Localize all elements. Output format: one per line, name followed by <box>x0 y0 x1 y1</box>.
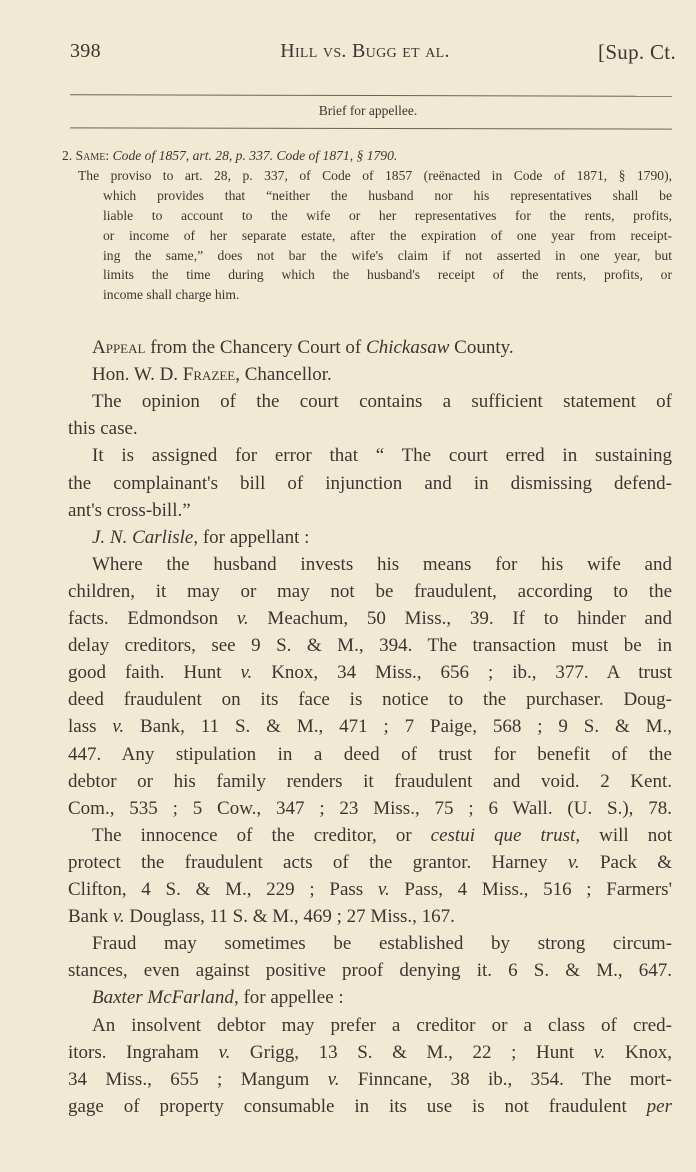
text-run: , for appellant : <box>193 526 310 548</box>
italic-text: v. <box>218 1041 231 1063</box>
text-run: Meachum, 50 Miss., 39. If to hinder and <box>248 608 672 629</box>
text-run: gage of property consumable in its use is not fraudulent <box>68 1095 647 1117</box>
headnote-line <box>62 148 672 164</box>
body-line <box>92 987 672 1009</box>
italic-text: v. <box>112 906 125 928</box>
text-run: Clifton, 4 S. & M., 229 ; Pass <box>68 879 378 900</box>
headnote-line <box>103 267 672 283</box>
text-run: ing the same,” does not bar the wife's claim if not asserted in one year, but <box>103 247 672 263</box>
text-run: Where the husband invests his means for his wife and <box>92 553 672 575</box>
body-line <box>92 554 672 576</box>
text-run: The innocence of the creditor, or <box>92 824 431 846</box>
headnote-line <box>103 248 672 264</box>
text-run: which provides that “neither the husband nor his representatives shall be <box>103 187 672 203</box>
text-run: protect the fraudulent acts of the grantor. Harney <box>68 851 568 873</box>
headnote-line <box>103 287 672 303</box>
italic-text: Baxter McFarland <box>92 987 234 1009</box>
body-line <box>68 852 672 874</box>
body-line <box>68 500 672 522</box>
text-run: Knox, 34 Miss., 656 ; ib., 377. A trust <box>252 662 672 684</box>
body-line <box>68 906 672 928</box>
text-run: Com., 535 ; 5 Cow., 347 ; 23 Miss., 75 ; 6 Wall. (U. S.), 78. <box>68 797 672 819</box>
body-line <box>92 445 672 467</box>
text-run: : <box>105 148 113 163</box>
italic-text: per <box>646 1095 672 1117</box>
text-run: Grigg, 13 S. & M., 22 ; Hunt <box>230 1041 594 1063</box>
text-run: delay creditors, see 9 S. & M., 394. The transaction must be in <box>68 635 672 657</box>
body-line <box>68 581 672 603</box>
text-run: The proviso to art. 28, p. 337, of Code of 1857 (reënacted in Code of 1871, § 1790), <box>78 167 672 183</box>
body-line <box>68 473 672 495</box>
text-run: deed fraudulent on its face is notice to the purchaser. Doug- <box>68 689 672 711</box>
text-run: , will not <box>575 824 672 846</box>
text-run: limits the time during which the husband's receipt of the rents, profits, or <box>103 267 672 283</box>
italic-text: v. <box>327 1068 340 1090</box>
headnote-line <box>103 188 672 204</box>
text-run: the complainant's bill of injunction and in dismissing defend- <box>68 472 672 494</box>
court-label: [Sup. Ct. <box>598 40 676 64</box>
body-line <box>92 527 672 549</box>
small-caps-text: Frazee <box>182 364 236 386</box>
text-run: stances, even against positive proof denying it. 6 S. & M., 647. <box>68 960 672 982</box>
text-run: , for appellee : <box>233 987 344 1009</box>
body-line <box>68 635 672 657</box>
italic-text: J. N. Carlisle <box>92 526 194 548</box>
body-line <box>92 933 672 955</box>
text-run: The opinion of the court contains a sufficient statement of <box>92 391 672 413</box>
small-caps-text: Appeal <box>92 337 146 358</box>
italic-text: v. <box>236 608 249 629</box>
italic-text: Code of 1857, art. 28, p. 337. Code of 1871, § 1790. <box>112 148 398 163</box>
body-line <box>68 798 672 820</box>
headnote-line <box>103 228 672 244</box>
body-line <box>68 662 672 684</box>
small-caps-text: Same <box>75 148 106 163</box>
body-line <box>68 608 672 630</box>
text-run: Bank <box>68 906 113 928</box>
text-run: 2. <box>62 148 76 163</box>
italic-text: v. <box>593 1041 606 1063</box>
body-line <box>68 960 672 982</box>
body-line <box>68 716 672 738</box>
body-line <box>68 771 672 793</box>
body-line <box>92 825 672 847</box>
text-run: income shall charge him. <box>103 287 240 303</box>
body-line <box>68 1042 672 1064</box>
body-line <box>92 364 672 386</box>
text-run: Fraud may sometimes be established by strong circum- <box>92 933 672 955</box>
body-line <box>68 879 672 901</box>
italic-text: Chickasaw <box>366 337 450 358</box>
text-run: Finncane, 38 ib., 354. The mort- <box>339 1068 672 1090</box>
text-run: lass <box>68 716 113 738</box>
body-line <box>92 391 672 413</box>
italic-text: cestui que trust <box>430 824 576 846</box>
text-run: Pack & <box>579 851 672 873</box>
header-rule <box>70 94 672 97</box>
italic-text: v. <box>112 716 125 738</box>
text-run: ant's cross-bill.” <box>68 499 191 521</box>
body-line <box>68 744 672 766</box>
subheader-rule <box>70 127 672 129</box>
italic-text: v. <box>377 879 390 900</box>
body-line <box>68 418 672 440</box>
page-number: 398 <box>70 40 101 62</box>
body-line <box>68 689 672 711</box>
italic-text: v. <box>567 851 580 873</box>
text-run: this case. <box>68 418 138 440</box>
headnote-line <box>78 168 672 184</box>
text-run: 34 Miss., 655 ; Mangum <box>68 1068 328 1090</box>
text-run: liable to account to the wife or her representatives for the rents, profits, <box>103 207 672 223</box>
text-run: It is assigned for error that “ The court erred in sustaining <box>92 445 672 467</box>
section-subheader: Brief for appellee. <box>318 103 418 118</box>
body-line <box>92 1015 672 1037</box>
text-run: Bank, 11 S. & M., 471 ; 7 Paige, 568 ; 9 S. & M., <box>124 716 673 738</box>
text-run: Knox, <box>605 1041 672 1063</box>
text-run: , Chancellor. <box>235 364 332 386</box>
body-line <box>68 1069 672 1091</box>
text-run: facts. Edmondson <box>68 608 237 629</box>
text-run: or income of her separate estate, after the expiration of one year from receipt- <box>103 227 672 243</box>
text-run: children, it may or may not be fraudulent, according to the <box>68 580 672 602</box>
text-run: An insolvent debtor may prefer a creditor or a class of cred- <box>92 1014 672 1036</box>
italic-text: v. <box>240 662 253 684</box>
text-run: Douglass, 11 S. & M., 469 ; 27 Miss., 167. <box>124 906 455 928</box>
text-run: good faith. Hunt <box>68 662 241 684</box>
text-run: County. <box>449 337 514 358</box>
body-line <box>92 337 672 359</box>
text-run: Hon. W. D. <box>92 364 183 386</box>
body-line <box>68 1096 672 1118</box>
running-title: Hill vs. Bugg et al. <box>280 40 450 62</box>
text-run: 447. Any stipulation in a deed of trust for benefit of the <box>68 743 672 765</box>
text-run: debtor or his family renders it fraudulent and void. 2 Kent. <box>68 770 672 792</box>
text-run: itors. Ingraham <box>68 1041 219 1063</box>
headnote-line <box>103 208 672 224</box>
text-run: from the Chancery Court of <box>145 337 367 358</box>
text-run: Pass, 4 Miss., 516 ; Farmers' <box>389 879 672 900</box>
